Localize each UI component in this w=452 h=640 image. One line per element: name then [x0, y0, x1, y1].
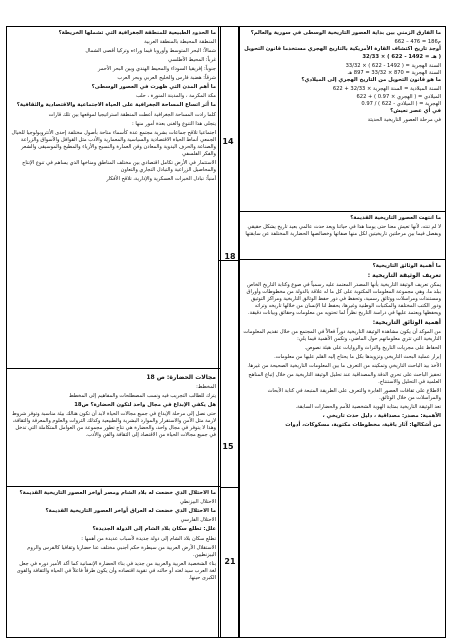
paragraph: يتجلى هذا التنوع والغنى بعدة أمور منها :: [132, 120, 216, 127]
paragraph: أمنياً: تبادل الخبرات العسكرية والإدارية، تلاقح الأفكار: [106, 175, 216, 182]
right-top-section: [239, 27, 445, 212]
right-bottom-section: [239, 260, 445, 637]
left-top-section: [7, 27, 220, 369]
paragraph: اجتماعيا تلاقح جماعات بشرية مجتمع عدة كأسماء متاحة بأصول مختلفة إحدى الأنثروبولوجيا للخيال الجمعي أنماط الحياة الاقتصادية والسياسية والمعمارية والأدب مثل القوافل والأسواق والزراعة والصناعة والحرف اليدوية والمعادن وفن العمارة والنسيج والأزياء والمطبخ والموسيقى والشعر والفكر الفلسفي: [11, 129, 216, 157]
answer: تطلع سكان بلاد الشام إلى دولة جديدة لأسباب عديدة من أهمها :: [81, 535, 216, 542]
answer-line: السنة الهجرية = ( 1492 - 622 ) × 33/32: [345, 62, 441, 69]
question: ما أثر اتساع المساحة الجغرافية على الحياة الاجتماعية والاقتصادية والثقافية؟: [16, 102, 216, 109]
section-heading: أهمية الوثائق التاريخية:: [372, 319, 441, 327]
question: في أي عصر نعيش؟: [390, 108, 441, 115]
list-item: من الموكد أن يكون مشاهدة الوثيقة التاريخية دوراً فعالاً في المجتمع من خلال تقديم المعلومات التاريخية التي تثري معلوماتهم حول الماضي، وتكمن الأهمية فيما يلي:: [243, 329, 441, 343]
question: ما الحدود الطبيعية للمنطقة الجغرافية التي تشملها الخريطة؟: [58, 30, 216, 36]
document-page: [6, 26, 446, 638]
list-item: إبراز عملية البحث التاريخي وتزويدها بكل ما يحتاج إليه القلم عليها من معلومات.: [274, 354, 441, 361]
answer-line: الهجرية = ( الميلادي - 622 ) / 0.97: [361, 100, 441, 107]
answer-line: غرباً: المحيط الأطلسي: [168, 57, 216, 64]
question-number: 21: [224, 557, 236, 566]
summary-line: الأهمية: مصدر: مصداقية ، دليل حدث تاريخي ،: [322, 413, 441, 420]
paragraph: المخطط:: [196, 384, 216, 390]
list-item: تحفيز الباحث على تحري الدقة والمصداقية عند تحليل الوثيقة التاريخية من خلال إتباع المناهج العلمية في التحليل والاستنتاج.: [248, 372, 441, 386]
right-number-column: [218, 27, 238, 637]
question: ما الاحتلال الذي خضعت له العراق أواخر العصور التاريخية القديمة؟: [45, 508, 216, 515]
list-item: الاطلاع على ثقافات العصور الغابرة والتعرف على الطريقة المتبعة في كتابة الأبحاث والمراسلات من خلال الوثائق.: [267, 388, 441, 402]
answer: الاحتلال البيزنطي: [179, 499, 216, 506]
answer-line: شرقاً: هضبة فارس والخليج العربي وبحر العرب: [117, 75, 216, 82]
summary-line: من أشكالها: آثار باقية، مخطوطات مكتوبة، مسكوكات، أدوات: [285, 422, 441, 429]
answer-line: الميلادي = ( الهجري × 0.97 ) + 622: [356, 93, 441, 100]
question: هل يكفي الإبداع في مجال واحد لتكون الحضارة؟ ص18: [74, 402, 216, 408]
list-item: الحفاظ على مجريات التاريخ والتراث والروايات على هيئة نصوص.: [304, 345, 441, 352]
right-column: [238, 27, 445, 637]
question-number: 15: [222, 442, 234, 451]
question: ما أهمية الوثائق التاريخية؟: [372, 263, 441, 269]
list-item: الأخذ بيد الباحث التاريخي وتمكينه من التعرف ما بين المعلومات التاريخية الصحيحة من غيرها.: [247, 363, 441, 370]
question-number: 18: [224, 252, 236, 261]
question: علل: تطلع سكان بلاد الشام إلى الدولة الجديدة؟: [92, 526, 216, 533]
paragraph: الاستقلال الأرض العربية من سيطرة حكم أجنبي مختلف عنا حضاريا وثقافيا كالفرس والروم البيزنطيين.: [27, 544, 216, 558]
answer-line: شمالاً: البحر المتوسط وأوروبا فيما وراءه وتركيا أقصى الشمال: [85, 48, 216, 55]
answer: حتى نصل إلى مرحلة الإبداع في جميع مجالات الحياة لابد أن تكون هنالك بيئة مناسبة وتوفر شروط لازمة مثل الأمن والاستقرار والموارد البشرية والطبيعية وكذلك الثروات والعلوم والمعرفة والثقافة، وهذا لا يتوفر في مجال واحد، والحضارة هي نتاج تطور مجموعة من العوامل المتكاملة التي تدخل في جميع مجالات الحياة من الاقتصاد إلى الثقافة والفن والأدب.: [12, 411, 216, 439]
answer: في مرحلة العصور التاريخية الحديثة: [367, 117, 441, 124]
answer: 662 – 476 = 186م: [394, 39, 441, 46]
left-middle-section: [7, 369, 220, 487]
answer-line: المنطقة المحيطة بالمنطقة العربية: [144, 39, 216, 46]
left-bottom-section: [7, 487, 220, 637]
list-item: تعد الوثيقة التاريخية بمثابة الهوية الشخصية للأمم والحضارات السابقة.: [295, 404, 441, 411]
answer-line: السنة الميلادية = السنة الهجرية × 32/33 + 622: [332, 86, 441, 93]
question: ما الاحتلال الذي خضعت له بلاد الشام ومصر أواخر العصور التاريخية القديمة؟: [19, 490, 216, 496]
answer: لا لم تنته، لأنها تعيش معنا حتى يومنا هذا في حياتنا ويعد حدث عالمي بعيد تاريخ يشكل حقيقي وبفصل فيما بين مرحلتين تاريخيتين لكل منها صفاتها وخصائصها الحضارية المختلفة عن سابقتها: [245, 224, 441, 238]
answer: مكة المكرمة ، والمدينة المنورة ، حلب: [135, 93, 216, 100]
section-heading: تعريف الوثيقة التاريخية :: [367, 272, 441, 280]
question: أوجد تاريخ اكتشاف القارة الأمريكية بالتاريخ الهجري مستخدما قانون التحويل ( هـ = 1492 - 622 ) × 32/33: [244, 46, 441, 60]
question: ما أهم المدن التي ظهرت في العصور الوسطى؟: [91, 84, 216, 91]
right-middle-section: [239, 212, 445, 260]
paragraph: يترك للطالب التجريب فيه ونسب المصطلحات والمفاهيم إلى المخطط: [69, 393, 216, 399]
left-column: [7, 27, 220, 637]
question: ما هو قانون التحويل من التاريخ الهجري إلى الميلادي؟: [301, 77, 441, 84]
section-heading: مجالات الحضارة: ص 18: [146, 374, 216, 381]
paragraph: الاستثمار في الأرض تكامل اقتصادي بين مختلف المناطق ومناخها الذي يساهم في تنوع الإنتاج والمحاصيل الزراعية والتبادل التجاري والتعاون: [22, 159, 216, 173]
answer-line: السنة الهجرية = 870 × 33/32 = 897 هـ: [347, 70, 441, 77]
paragraph: يمكن تعريف الوثيقة التاريخية بأنها المصدر المعتمد عليه رسمياً في صوغ وكتابة التاريخ الخاص ببلد ما، وهي مجموعة المعلومات المكتوبة على كل ما له علاقة بالدولة من مخطوطات وأوراق ومستندات ومراسلات ووثائق رسمية، وتحفظ في دور حفظ الوثائق التاريخية ومراكز التوثيق ودور الكتب المختلفة والمكتبات الوطنية وغيرها، يحفظ لنا الإنسان من خلالها تاريخه وتراثه ويحفظها ويعتمد عليها في دراسة التاريخ نظراً لما تحتويه من معلومات وحقائق وبيانات دقيقة.: [246, 282, 441, 317]
answer-line: جنوباً: إفريقيا السوداء والمحيط الهندي وبين البحر الأحمر: [98, 66, 216, 73]
question: ما انتهت العصور التاريخية القديمة؟: [350, 215, 441, 221]
answer: كلما زادت المساحة الجغرافية أعطت المنطقة استراتيجيا لموقعها بين تلك قارات: [48, 111, 216, 118]
paragraph: بناء الشخصية العربية والعربية من جديد في بناء الحضارة الإنسانية كما أكد الأمير دوره في جعل لغة العرب سيد لغته أو حالته في تقوية اقتصاده وأن يكون طرفاً فاعلاً في الحياة والثقافة والقوى الكبرى حينها.: [16, 560, 216, 581]
question: ما الفارق الزمني بين بداية العصور التاريخية الوسطى في سورية والعالم؟: [250, 30, 441, 36]
answer: الاحتلال الفارسي: [180, 517, 216, 524]
question-number: 14: [222, 137, 234, 146]
